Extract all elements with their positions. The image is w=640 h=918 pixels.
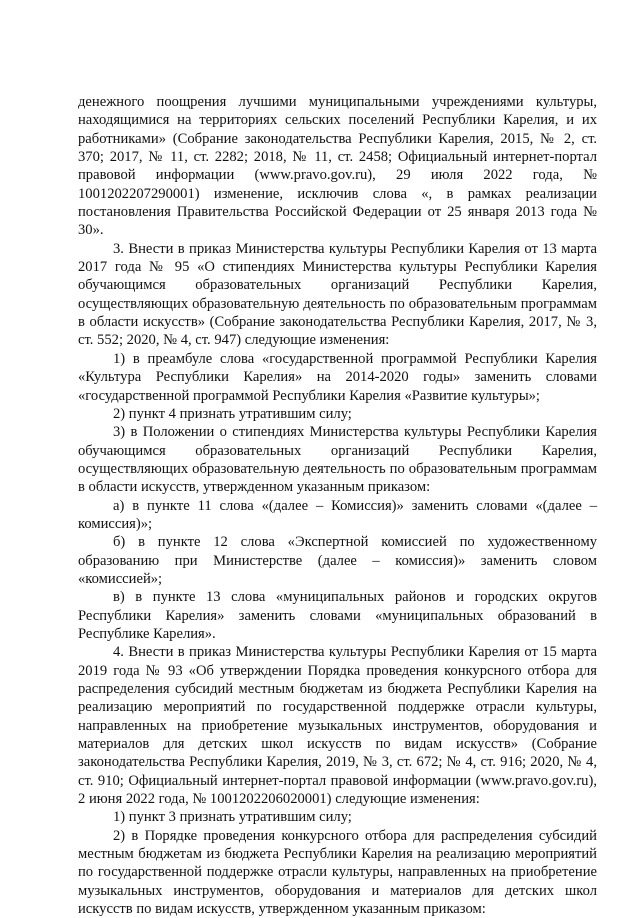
paragraph-subitem-2: 2) пункт 4 признать утратившим силу;: [113, 405, 352, 422]
paragraph-subitem-3: 3) в Положении о стипендиях Министерства культуры Республики Карелия обучающимся образовательных организаций Республики Карелия, осуществляющих образовательную деятельность по образовательным программам в области искусств, утвержденном указанным приказом:: [78, 424, 597, 496]
document-body: [78, 93, 597, 918]
paragraph-subitem-b: б) в пункте 12 слова «Экспертной комиссией по художественному образованию при Министерстве (далее – комиссия)» заменить словом «комиссией»;: [78, 534, 597, 587]
paragraph-subitem-a: а) в пункте 11 слова «(далее – Комиссия)» заменить словами «(далее – комиссия)»;: [78, 497, 597, 532]
paragraph-item-4: 4. Внести в приказ Министерства культуры Республики Карелия от 15 марта 2019 года № 93 «Об утверждении Порядка проведения конкурсного отбора для распределения субсидий местным бюджетам из бюджета Республики Карелия на реализацию мероприятий по государственной поддержке отрасли культуры, направленных на приобретение музыкальных инструментов, оборудования и материалов для детских школ искусств по видам искусств» (Собрание законодательства Республики Карелия, 2019, № 3, ст. 672; № 4, ст. 916; 2020, № 4, ст. 910; Официальный интернет-портал правовой информации (www.pravo.gov.ru), 2 июня 2022 года, № 1001202206020001) следующие изменения:: [78, 644, 597, 808]
paragraph-subitem-1: 1) в преамбуле слова «государственной программой Республики Карелия «Культура Республики Карелия» на 2014-2020 годы» заменить словами «государственной программой Республики Карелия «Развитие культуры»;: [78, 350, 597, 404]
paragraph-subitem-v: в) в пункте 13 слова «муниципальных районов и городских округов Республики Карелия» заменить словами «муниципальных образований в Республике Карелия».: [78, 589, 597, 642]
paragraph-subitem-1: 1) пункт 3 признать утратившим силу;: [113, 809, 352, 826]
paragraph-item-3: 3. Внести в приказ Министерства культуры Республики Карелия от 13 марта 2017 года № 95 «О стипендиях Министерства культуры Республики Карелия обучающимся образовательных организаций Республики Карелия, осуществляющих образовательную деятельность по образовательным программам в области искусств» (Собрание законодательства Республики Карелия, 2017, № 3, ст. 552; 2020, № 4, ст. 947) следующие изменения:: [78, 240, 597, 349]
paragraph-subitem-2: 2) в Порядке проведения конкурсного отбора для распределения субсидий местным бюджетам из бюджета Республики Карелия на реализацию мероприятий по государственной поддержке отрасли культуры, направленных на приобретение музыкальных инструментов, оборудования и материалов для детских школ искусств по видам искусств, утвержденном указанным приказом:: [78, 827, 597, 918]
paragraph-continuation: денежного поощрения лучшими муниципальными учреждениями культуры, находящимися на территориях сельских поселений Республики Карелия, и их работниками» (Собрание законодательства Республики Карелия, 2015, № 2, ст. 370; 2017, № 11, ст. 2282; 2018, № 11, ст. 2458; Официальный интернет-портал правовой информации (www.pravo.gov.ru), 29 июля 2022 года, № 1001202207290001) изменение, исключив слова «, в рамках реализации постановления Правительства Российской Федерации от 25 января 2013 года № 30».: [78, 94, 597, 239]
